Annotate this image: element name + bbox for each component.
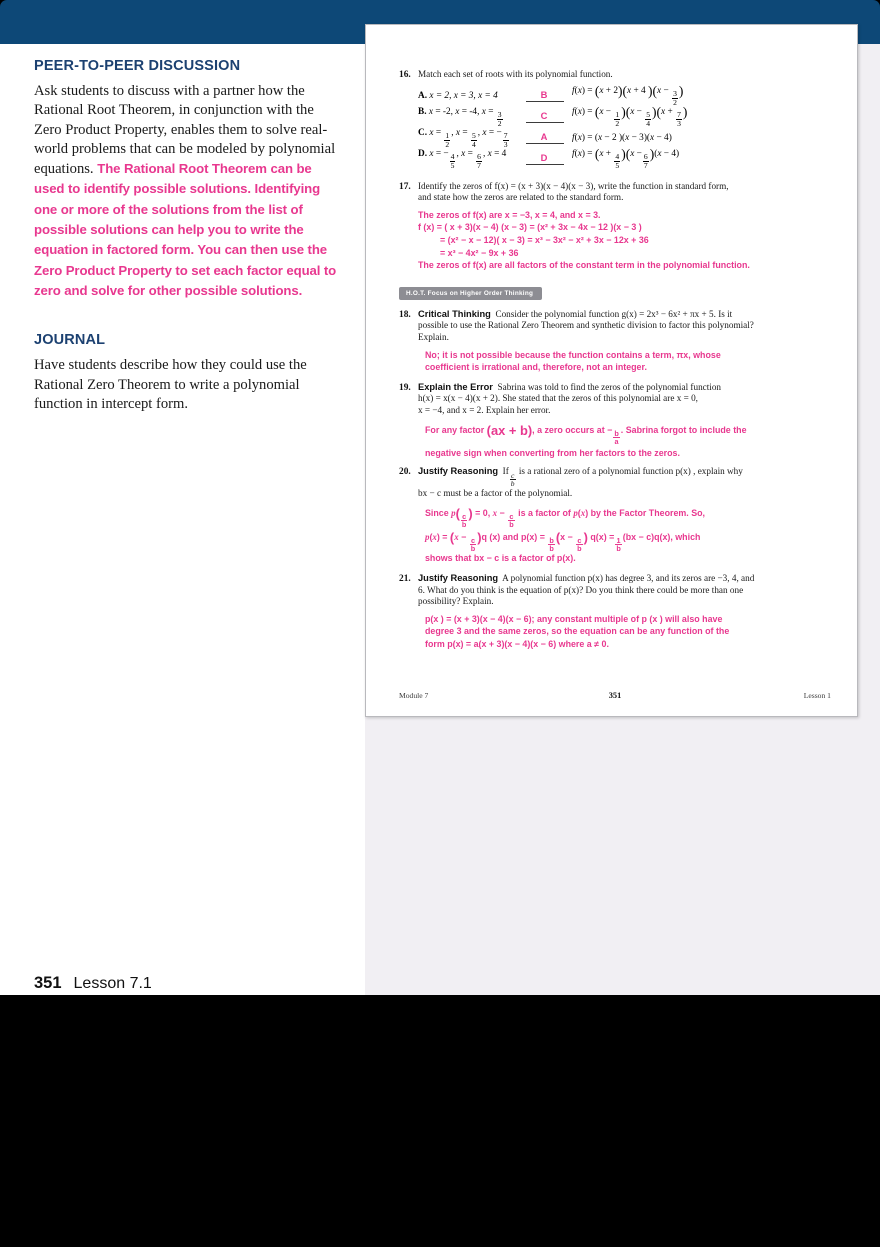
peer-discussion-text bbox=[34, 82, 343, 301]
problem-19-answer-line2: negative sign when converting from her factors to the zeros. bbox=[425, 448, 680, 459]
problem-16-roots-d: D. x = − $\frac{4}{5}$ , x = $\frac{6}{7}$ , x = 4 bbox=[418, 148, 507, 170]
problem-18-label: Critical Thinking bbox=[418, 308, 491, 319]
problem-20-line1 bbox=[418, 466, 831, 488]
problem-16-answer-d: D bbox=[540, 152, 548, 164]
problem-21-prompt-line3: possibility? Explain. bbox=[418, 596, 494, 607]
problem-16-roots-a bbox=[418, 91, 522, 101]
problem-16-answer-a: B bbox=[540, 89, 548, 101]
problem-17-answer-line5: The zeros of f(x) are all factors of the constant term in the polynomial function. bbox=[418, 260, 750, 271]
page-tag-lesson: Lesson 7.1 bbox=[73, 975, 152, 992]
problem-18-prompt-line1: Consider the polynomial function g(x) = 2x³ − 6x² + πx + 5. Is it bbox=[495, 308, 733, 319]
journal-block bbox=[34, 332, 343, 414]
problem-20-answer-line2: p(x) = (x − $\frac{c}{b}$ )q (x) and p(x) = $\frac{b}{b}$ (x − $\frac{c}{b}$ ) q(x) = $\frac{1}{b}$ (bx − c)q(x), which bbox=[425, 529, 701, 553]
journal-heading: JOURNAL bbox=[34, 332, 106, 349]
problem-16-roots-b: B. x = -2, x = -4, x = $\frac{3}{2}$ bbox=[418, 106, 502, 128]
problem-20 bbox=[399, 466, 831, 565]
problem-21-number: 21. bbox=[399, 574, 411, 585]
problem-19-prompt-line1: Sabrina was told to find the zeros of the polynomial function bbox=[497, 381, 722, 392]
problem-21-label: Justify Reasoning bbox=[418, 573, 499, 584]
problem-20-prompt-fraction: $\frac{c}{b}$ bbox=[510, 470, 515, 489]
problem-18 bbox=[399, 309, 831, 374]
app-canvas bbox=[0, 44, 880, 995]
problem-21-answer-line2: degree 3 and the same zeros, so the equation can be any function of the bbox=[425, 626, 730, 637]
problem-16-label-d: D. bbox=[418, 148, 428, 159]
problem-17 bbox=[399, 181, 831, 272]
problem-20-prompt-line2: bx − c must be a factor of the polynomial. bbox=[418, 487, 573, 498]
problem-19-answer-seg4: . Sabrina forgot to include the bbox=[620, 424, 747, 435]
problem-20-number: 20. bbox=[399, 467, 411, 478]
problem-16-roots-a-text: x = 2, x = 3, x = 4 bbox=[429, 91, 498, 102]
problem-18-answer-line1: No; it is not possible because the function contains a term, πx, whose bbox=[425, 349, 721, 360]
problem-16 bbox=[399, 69, 831, 170]
problem-18-line1 bbox=[418, 309, 831, 321]
problem-19 bbox=[399, 382, 831, 462]
problem-16-label-c: C. bbox=[418, 127, 428, 138]
book-page-footer bbox=[399, 691, 831, 700]
problem-16-roots-c: C. x = $\frac{1}{2}$ , x = $\frac{5}{4}$ , x = − $\frac{7}{3}$ bbox=[418, 127, 508, 149]
problem-18-prompt-line3: Explain. bbox=[418, 331, 449, 342]
problem-20-label: Justify Reasoning bbox=[418, 466, 499, 477]
problem-16-label-b: B. bbox=[418, 106, 427, 117]
problem-17-prompt-line2: and state how the zeros are related to the standard form. bbox=[418, 192, 624, 203]
problem-19-number: 19. bbox=[399, 382, 411, 393]
problem-17-answer-line4: = x³ − 4x² − 9x + 36 bbox=[440, 247, 519, 258]
page-tag bbox=[34, 974, 152, 993]
table-row bbox=[418, 146, 831, 170]
problem-21-answer-line1: p(x ) = (x + 3)(x − 4)(x − 6); any constant multiple of p (x ) will also have bbox=[425, 613, 723, 624]
problem-19-answer-seg1: For any factor bbox=[425, 424, 485, 435]
peer-discussion-heading: PEER-TO-PEER DISCUSSION bbox=[34, 58, 241, 74]
peer-discussion-answer: The Rational Root Theorem can be used to identify possible solutions. Identifying one or more of the solutions from the list of possible solutions can help you to write the equation in factored form. You can then use the Zero Product Property to set each factor equal to zero and solve for other possible solutions. bbox=[34, 161, 337, 298]
problem-19-line1 bbox=[418, 382, 831, 394]
hot-banner: H.O.T. Focus on Higher Order Thinking bbox=[399, 287, 542, 300]
teacher-notes-panel bbox=[0, 44, 365, 995]
problem-21-prompt-line2: 6. What do you think is the equation of p(x)? Do you think there could be more than one bbox=[418, 584, 744, 595]
problem-19-prompt-line3: x = −4, and x = 2. Explain her error. bbox=[418, 404, 551, 415]
problem-16-blank-a[interactable] bbox=[522, 87, 566, 105]
problem-18-number: 18. bbox=[399, 309, 411, 320]
problem-16-function-a: f(x) = (x + 2)(x + 4 )(x − $\frac{3}{2}$ ) bbox=[572, 83, 684, 107]
problem-19-prompt-line2: h(x) = x(x − 4)(x + 2). She stated that the zeros of this polynomial are x = 0, bbox=[418, 393, 698, 404]
problem-16-matching-grid bbox=[418, 83, 831, 170]
problem-20-prompt-seg1: If bbox=[502, 466, 509, 477]
problem-21 bbox=[399, 573, 831, 651]
book-page[interactable] bbox=[365, 24, 858, 717]
problem-16-function-b: f(x) = (x − $\frac{1}{2}$ )(x − $\frac{5}{4}$ )(x + $\frac{7}{3}$ ) bbox=[572, 104, 688, 128]
book-page-content bbox=[366, 25, 857, 716]
problem-17-prompt-line1: Identify the zeros of f(x) = (x + 3)(x − 4)(x − 3), write the function in standard form, bbox=[418, 180, 729, 191]
problem-16-answer-c: A bbox=[540, 131, 548, 143]
problem-20-answer-line3: shows that bx − c is a factor of p(x). bbox=[425, 553, 576, 564]
problem-16-answer-b: C bbox=[540, 110, 548, 122]
problem-20-prompt-seg2: is a rational zero of a polynomial function p(x) , explain why bbox=[518, 466, 743, 477]
footer-module: Module 7 bbox=[399, 691, 429, 700]
page-tag-number: 351 bbox=[34, 974, 62, 992]
problem-16-blank-d[interactable] bbox=[522, 150, 566, 168]
problem-16-number: 16. bbox=[399, 70, 411, 80]
problem-19-answer-seg2: (ax + b) bbox=[486, 422, 533, 438]
problem-21-prompt-line1: A polynomial function p(x) has degree 3, and its zeros are −3, 4, and bbox=[502, 573, 755, 584]
problem-20-answer-line1: Since p( $\frac{c}{b}$ ) = 0, x − $\frac{c}{b}$ is a factor of p(x) by the Factor Theorem. So, bbox=[425, 505, 706, 530]
problem-21-line1 bbox=[418, 573, 831, 585]
problem-17-number: 17. bbox=[399, 181, 411, 192]
journal-prompt: Have students describe how they could use the Rational Zero Theorem to write a polynomial function in intercept form. bbox=[34, 357, 307, 412]
problem-18-prompt-line2: possible to use the Rational Zero Theorem and synthetic division to factor this polynomial? bbox=[418, 320, 754, 331]
problem-19-answer-fraction: $\frac{b}{a}$ bbox=[614, 428, 619, 446]
problem-19-answer-seg3: , a zero occurs at − bbox=[532, 424, 613, 435]
problem-18-answer-line2: coefficient is irrational and, therefore, not an integer. bbox=[425, 362, 647, 373]
problem-17-answer-line2: f (x) = ( x + 3)(x − 4) (x − 3) = (x² + 3x − 4x − 12 )(x − 3 ) bbox=[418, 222, 642, 233]
table-row bbox=[418, 104, 831, 128]
peer-discussion-prompt: Ask students to discuss with a partner how the Rational Root Theorem, in conjunction with the Zero Product Property, enables them to solve real-world problems that can be modeled by polynomial equations. bbox=[34, 83, 336, 178]
problem-16-function-c: f(x) = (x − 2 )(x − 3)(x − 4) bbox=[572, 133, 672, 144]
problem-16-blank-b[interactable] bbox=[522, 108, 566, 126]
problem-19-label: Explain the Error bbox=[418, 381, 493, 392]
problem-21-answer-line3: form p(x) = a(x + 3)(x − 4)(x − 6) where a ≠ 0. bbox=[425, 639, 609, 649]
problem-16-label-a: A. bbox=[418, 91, 428, 102]
problem-19-answer-line1 bbox=[418, 422, 831, 446]
problem-17-answer-line1: The zeros of f(x) are x = −3, x = 4, and x = 3. bbox=[418, 209, 601, 220]
problem-16-prompt: Match each set of roots with its polynomial function. bbox=[418, 69, 613, 79]
problem-16-blank-c[interactable] bbox=[522, 129, 566, 147]
problem-16-function-d: f(x) = (x + $\frac{4}{5}$ )(x − $\frac{6}{7}$ )(x − 4) bbox=[572, 146, 680, 170]
footer-lesson: Lesson 1 bbox=[803, 691, 831, 700]
problem-17-answer-line3: = (x² − x − 12)( x − 3) = x³ − 3x² − x² + 3x − 12x + 36 bbox=[440, 234, 649, 245]
footer-page-number: 351 bbox=[608, 691, 622, 700]
